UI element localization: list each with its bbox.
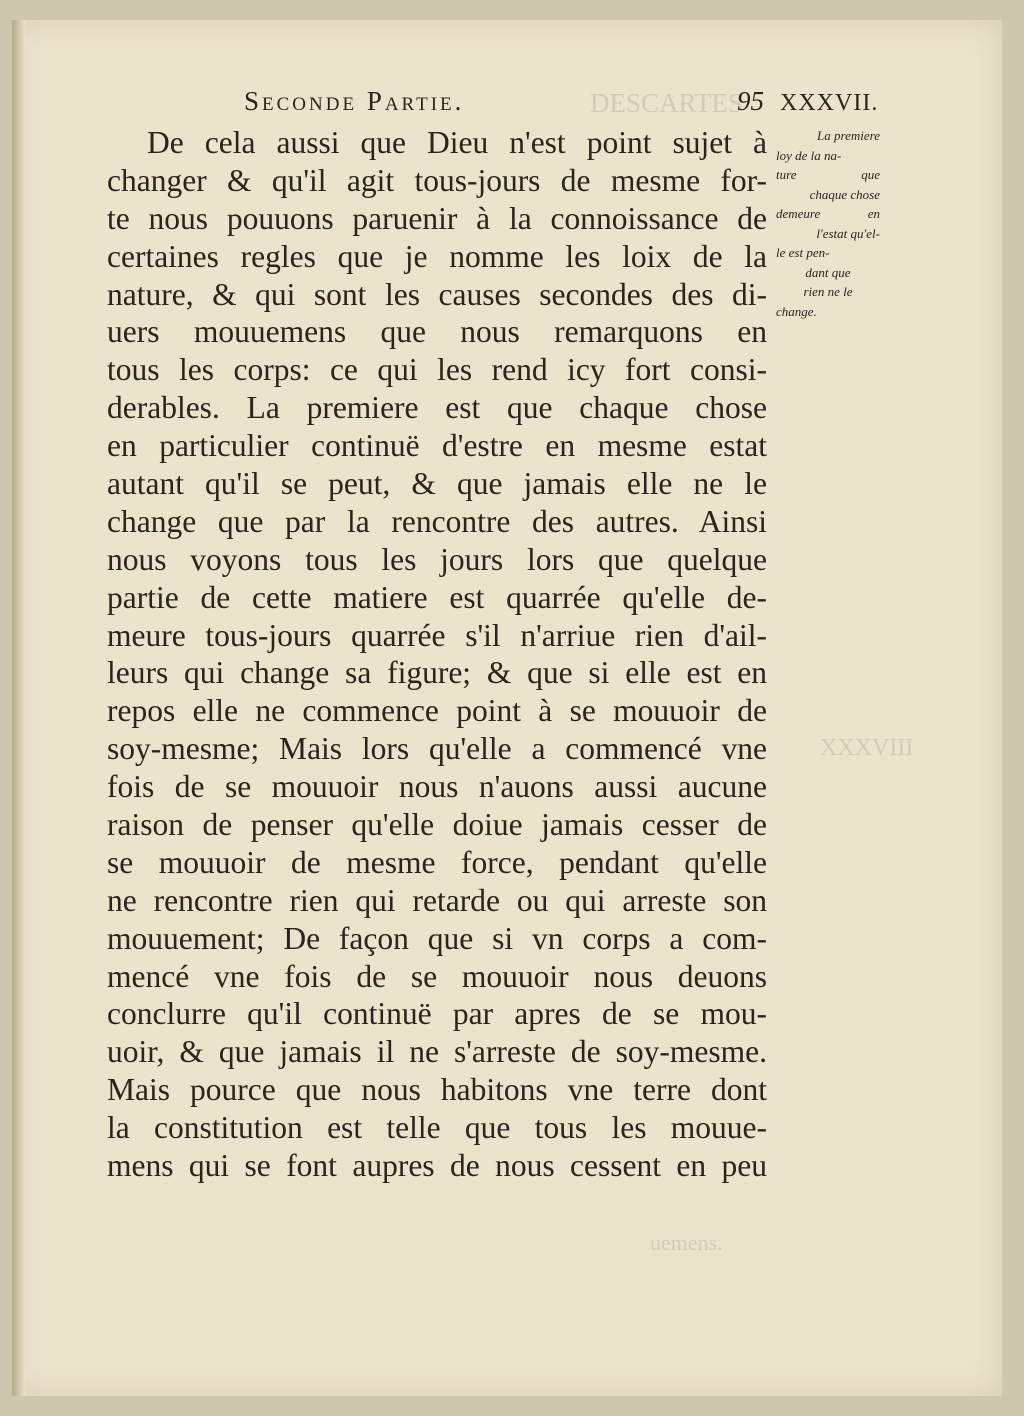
text-line: mouuement; De façon que si vn corps a com- <box>107 920 767 956</box>
bleed-through-header: DESCARTES <box>590 88 743 118</box>
margin-note-line: demeure en <box>776 206 880 221</box>
page-number: 95 <box>737 86 764 116</box>
text-line: conclurre qu'il continuë par apres de se mou- <box>107 996 767 1032</box>
text-line: change que par la rencontre des autres. Ainsi <box>107 503 767 539</box>
text-line: derables. La premiere est que chaque chose <box>107 390 767 426</box>
running-title: Seconde Partie. <box>244 86 465 116</box>
margin-note-line: le est pen- <box>776 245 830 260</box>
text-line: De cela aussi que Dieu n'est point sujet à <box>147 125 767 160</box>
bleed-through-text: uemens. <box>650 1230 723 1255</box>
text-line: uoir, & que jamais il ne s'arreste de soy-mesme. <box>107 1034 767 1070</box>
text-line: uers mouuemens que nous remarquons en <box>107 314 767 350</box>
text-line: partie de cette matiere est quarrée qu'elle de- <box>107 579 767 615</box>
text-line: se mouuoir de mesme force, pendant qu'elle <box>107 844 767 880</box>
margin-section-number: XXXVII. <box>780 90 879 116</box>
margin-note-line: dant que <box>805 264 851 280</box>
text-line: leurs qui change sa figure; & que si elle est en <box>107 655 767 691</box>
text-line: repos elle ne commence point à se mouuoir de <box>107 693 767 729</box>
text-line: la constitution est telle que tous les mouue- <box>107 1110 767 1146</box>
text-line: mencé vne fois de se mouuoir nous deuons <box>107 958 767 994</box>
text-line: certaines regles que je nomme les loix de la <box>107 238 767 274</box>
margin-note-line: change. <box>776 303 817 319</box>
bleed-through-number: XXXVIII <box>820 735 914 761</box>
body-text <box>107 124 767 1185</box>
text-line: ne rencontre rien qui retarde ou qui arreste son <box>107 882 767 918</box>
margin-note-line: La premiere <box>817 128 880 143</box>
text-line: raison de penser qu'elle doiue jamais cesser de <box>107 807 767 843</box>
text-line: soy-mesme; Mais lors qu'elle a commencé vne <box>107 731 767 767</box>
margin-note-line: loy de la na- <box>776 147 842 163</box>
text-line: tous les corps: ce qui les rend icy fort consi- <box>107 352 767 388</box>
text-line: nous voyons tous les jours lors que quelque <box>107 541 767 577</box>
text-line: en particulier continuë d'estre en mesme estat <box>107 428 767 464</box>
margin-note-line: chaque chose <box>809 186 880 202</box>
page-header <box>244 86 764 120</box>
text-line: meure tous-jours quarrée s'il n'arriue rien d'ail- <box>107 617 767 653</box>
page-gutter <box>12 20 26 1396</box>
margin-note-line: rien ne le <box>803 284 853 299</box>
text-line: changer & qu'il agit tous-jours de mesme for- <box>107 162 767 198</box>
text-line: te nous pouuons paruenir à la connoissance de <box>107 200 767 236</box>
text-line: fois de se mouuoir nous n'auons aussi aucune <box>107 769 767 805</box>
text-line: nature, & qui sont les causes secondes des di- <box>107 276 767 312</box>
margin-note-line: ture que <box>776 167 880 182</box>
text-line: Mais pource que nous habitons vne terre dont <box>107 1072 767 1108</box>
text-line: mens qui se font aupres de nous cessent en peu <box>107 1148 767 1184</box>
margin-note-line: l'estat qu'el- <box>816 225 880 241</box>
text-line: autant qu'il se peut, & que jamais elle ne le <box>107 466 767 502</box>
margin-note <box>776 126 880 321</box>
